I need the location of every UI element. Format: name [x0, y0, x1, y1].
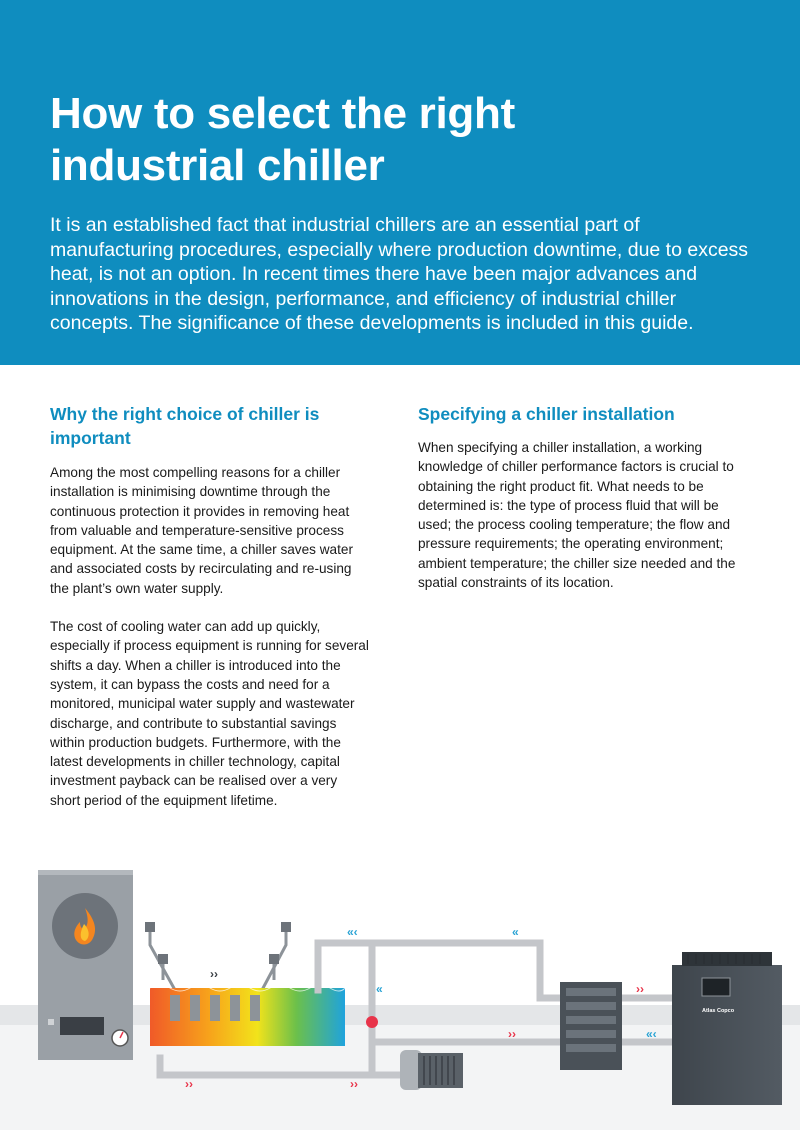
page-title	[50, 88, 670, 192]
svg-text:«: «	[376, 982, 383, 996]
page-title-line-1: How to select the right	[50, 89, 515, 138]
left-column-paragraph-2: The cost of cooling water can add up quickly, especially if process equipment is running for several shifts a day. When a chiller is introduced into the system, it can bypass the costs and need for a monitored, municipal water supply and wastewater discharge, and contribute to substantial savings within production budgets. Furthermore, with the latest developments in chiller technology, capital investment payback can be realised over a very short period of the equipment lifetime.	[50, 619, 369, 808]
svg-text:«‹: «‹	[347, 925, 358, 939]
chiller-system-illustration	[0, 860, 800, 1130]
left-column-paragraph-1: Among the most compelling reasons for a chiller installation is minimising downtime through the continuous protection it provides in removing heat from valuable and temperature-sensitive process equipment. At the same time, a chiller saves water and associated costs by recirculating and re-using the plant’s own water supply.	[50, 465, 353, 596]
svg-text:››: ››	[636, 982, 644, 996]
intro-paragraph: It is an established fact that industrial chillers are an essential part of manufacturing procedures, especially where production downtime, due to excess heat, is not an option. In recent times there have been major advances and innovations in the design, performance, and efficiency of industrial chiller concepts. The significance of these developments is included in this guide.	[50, 214, 749, 334]
heater-unit	[38, 870, 133, 1060]
svg-text:››: ››	[508, 1027, 516, 1041]
sensor-arms	[150, 928, 286, 990]
gauge-icon	[112, 1030, 128, 1046]
svg-text:«‹: «‹	[646, 1027, 657, 1041]
process-tank	[150, 985, 345, 1046]
svg-text:››: ››	[350, 1077, 358, 1091]
right-column-heading: Specifying a chiller installation	[418, 404, 675, 424]
valve	[366, 1016, 378, 1028]
hero-banner	[0, 0, 800, 365]
pump	[400, 1050, 463, 1090]
right-column-paragraph-1: When specifying a chiller installation, a working knowledge of chiller performance factors is crucial to obtaining the right product fit. What needs to be determined is: the type of process fluid that will be used; the process cooling temperature; the flow and pressure requirements; the operating environment; ambient temperature; the chiller size needed and the spatial constraints of its location.	[418, 440, 736, 591]
chiller-unit	[672, 952, 782, 1105]
left-column-heading: Why the right choice of chiller is important	[50, 404, 320, 448]
chiller-brand-label: Atlas Copco	[702, 1008, 735, 1014]
page-title-line-2: industrial chiller	[50, 141, 385, 190]
svg-text:«: «	[512, 925, 519, 939]
right-column	[418, 402, 748, 592]
svg-text:››: ››	[185, 1077, 193, 1091]
left-column	[50, 402, 370, 810]
svg-text:››: ››	[210, 967, 218, 981]
heat-exchanger	[560, 982, 622, 1070]
